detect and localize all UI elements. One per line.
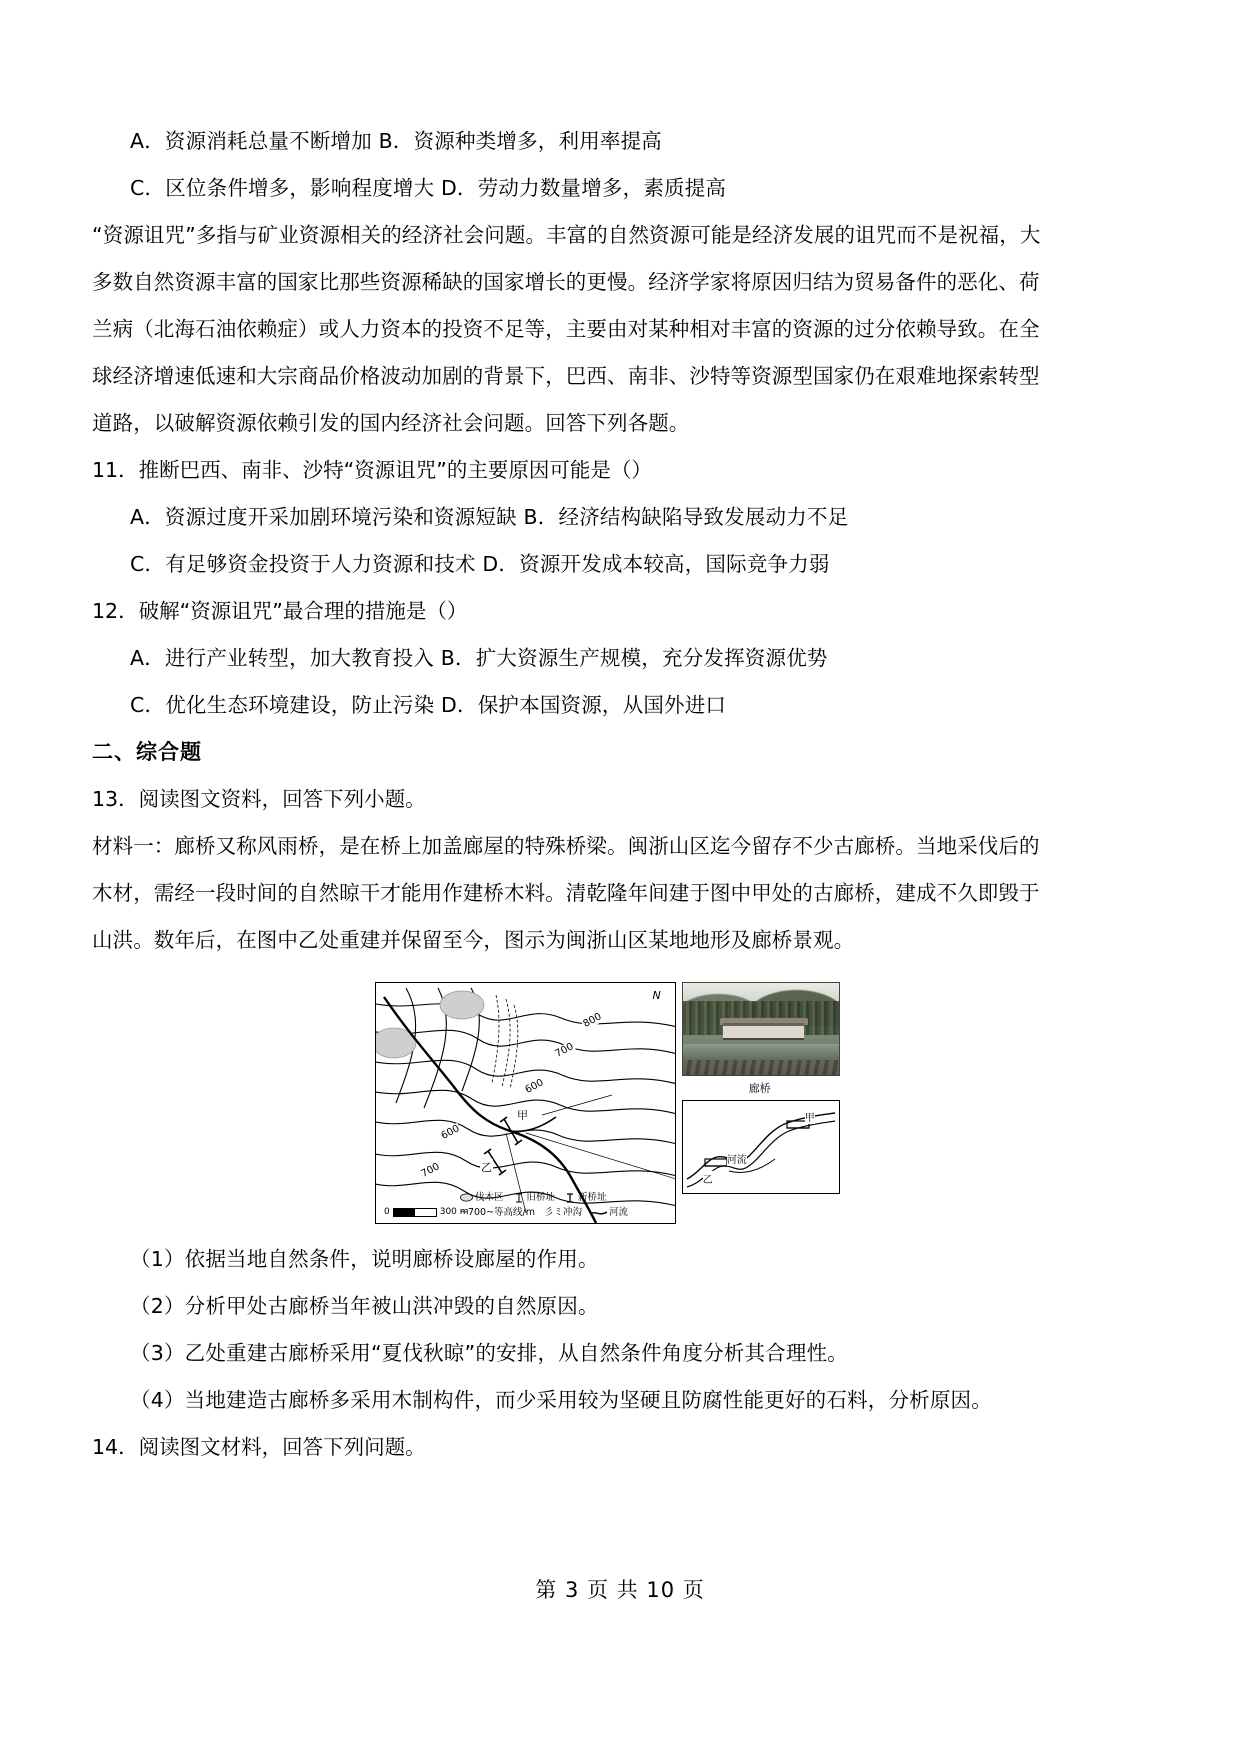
question-13-sub-2: （2）分析甲处古廊桥当年被山洪冲毁的自然原因。	[130, 1294, 599, 1318]
photo-riverbank-rocks	[683, 1060, 839, 1075]
legend-row-2	[460, 1206, 672, 1219]
question-11-options-cd: C．有足够资金投资于人力资源和技术 D．资源开发成本较高，国际竞争力弱	[130, 552, 830, 576]
valley-cross-section-diagram	[682, 1100, 840, 1194]
passage-line-4: 球经济增速低速和大宗商品价格波动加剧的背景下，巴西、南非、沙特等资源型国家仍在艰难地探索转型	[92, 364, 1040, 388]
contour-label-600-upper: 600	[523, 1077, 546, 1096]
photo-bridge-deck	[723, 1023, 804, 1038]
contour-map-svg	[376, 983, 676, 1223]
contour-label-700: 700	[553, 1041, 576, 1060]
question-13-sub-1: （1）依据当地自然条件，说明廊桥设廊屋的作用。	[130, 1247, 599, 1271]
legend-item-gully	[544, 1206, 582, 1219]
contour-label-700-lower: 700	[419, 1161, 442, 1180]
logging-area-shape	[440, 991, 484, 1019]
passage-line-5: 道路，以破解资源依赖引发的国内经济社会问题。回答下列各题。	[92, 411, 690, 435]
legend-label-contour-line: ~700~等高线/m	[460, 1207, 536, 1218]
map-point-jia-label: 甲	[517, 1109, 528, 1122]
covered-bridge-photo	[682, 982, 840, 1076]
old-bridge-site-icon	[513, 1193, 525, 1203]
scale-zero-label: 0	[384, 1207, 390, 1217]
question-10-options-ab: A．资源消耗总量不断增加 B．资源种类增多，利用率提高	[130, 129, 663, 153]
legend-label-gully: 彡ミ冲沟	[544, 1207, 583, 1218]
new-bridge-site-icon	[564, 1193, 576, 1203]
legend-item-contour-line	[460, 1206, 535, 1219]
figure-right-column	[682, 982, 865, 1222]
passage-line-1: “资源诅咒”多指与矿业资源相关的经济社会问题。丰富的自然资源可能是经济发展的诅咒而不是祝福，大	[92, 223, 1041, 247]
map-scale-bar	[384, 1207, 469, 1217]
terrain-and-covered-bridge-figure	[375, 982, 865, 1222]
map-legend	[460, 1191, 672, 1219]
topographic-map	[375, 982, 676, 1224]
legend-item-river	[591, 1206, 628, 1219]
legend-row-1	[460, 1191, 672, 1204]
legend-label-old-bridge-site: 旧桥址	[526, 1192, 556, 1203]
photo-caption: 廊桥	[748, 1082, 771, 1095]
cross-section-jia-label: 甲	[805, 1109, 815, 1124]
passage-line-3: 兰病（北海石油依赖症）或人力资本的投资不足等，主要由对某种相对丰富的资源的过分依赖导致。在全	[92, 317, 1040, 341]
question-13-material-line-1: 材料一：廊桥又称风雨桥，是在桥上加盖廊屋的特殊桥梁。闽浙山区迄今留存不少古廊桥。当地采伐后的	[92, 834, 1040, 858]
map-point-yi-label: 乙	[481, 1161, 492, 1174]
question-12-options-cd: C．优化生态环境建设，防止污染 D．保护本国资源，从国外进口	[130, 693, 727, 717]
question-12-stem: 12．破解“资源诅咒”最合理的措施是（）	[92, 599, 468, 623]
legend-item-logging-area	[460, 1191, 504, 1204]
question-10-options-cd: C．区位条件增多，影响程度增大 D．劳动力数量增多，素质提高	[130, 176, 727, 200]
figure-container	[92, 982, 1148, 1222]
legend-item-new-bridge-site	[564, 1191, 607, 1204]
contour-label-600-lower: 600	[439, 1123, 462, 1142]
contour-label-800: 800	[581, 1011, 604, 1030]
question-13-material-line-2: 木材，需经一段时间的自然晾干才能用作建桥木料。清乾隆年间建于图中甲处的古廊桥，建成不久即毁于	[92, 881, 1040, 905]
question-12-options-ab: A．进行产业转型，加大教育投入 B．扩大资源生产规模，充分发挥资源优势	[130, 646, 828, 670]
logging-area-icon	[460, 1193, 473, 1202]
question-13-stem: 13．阅读图文资料，回答下列小题。	[92, 787, 426, 811]
question-11-options-ab: A．资源过度开采加剧环境污染和资源短缺 B．经济结构缺陷导致发展动力不足	[130, 505, 849, 529]
legend-label-river: 河流	[609, 1207, 629, 1218]
question-13-sub-4: （4）当地建造古廊桥多采用木制构件，而少采用较为坚硬且防腐性能更好的石料，分析原因。	[130, 1388, 992, 1412]
legend-item-old-bridge-site	[513, 1191, 556, 1204]
question-13-sub-3: （3）乙处重建古廊桥采用“夏伐秋晾”的安排，从自然条件角度分析其合理性。	[130, 1341, 848, 1365]
scale-value-label: 300 m	[439, 1207, 469, 1217]
river-icon	[591, 1209, 607, 1217]
passage-line-2: 多数自然资源丰富的国家比那些资源稀缺的国家增长的更慢。经济学家将原因归结为贸易备件的恶化、荷	[92, 270, 1040, 294]
legend-label-new-bridge-site: 新桥址	[578, 1192, 607, 1203]
north-arrow-icon: N	[652, 989, 661, 1002]
question-13-material-line-3: 山洪。数年后，在图中乙处重建并保留至今，图示为闽浙山区某地地形及廊桥景观。	[92, 928, 855, 952]
cross-section-yi-label: 乙	[703, 1171, 713, 1186]
legend-label-logging-area: 伐木区	[475, 1192, 504, 1203]
page-footer: 第 3 页 共 10 页	[535, 1578, 705, 1602]
scale-bar-graphic	[393, 1208, 437, 1217]
question-11-stem: 11．推断巴西、南非、沙特“资源诅咒”的主要原因可能是（）	[92, 458, 652, 482]
question-14-stem: 14．阅读图文材料，回答下列问题。	[92, 1435, 426, 1459]
section-two-heading: 二、综合题	[92, 740, 202, 764]
cross-section-river-label: 河流	[727, 1151, 747, 1166]
